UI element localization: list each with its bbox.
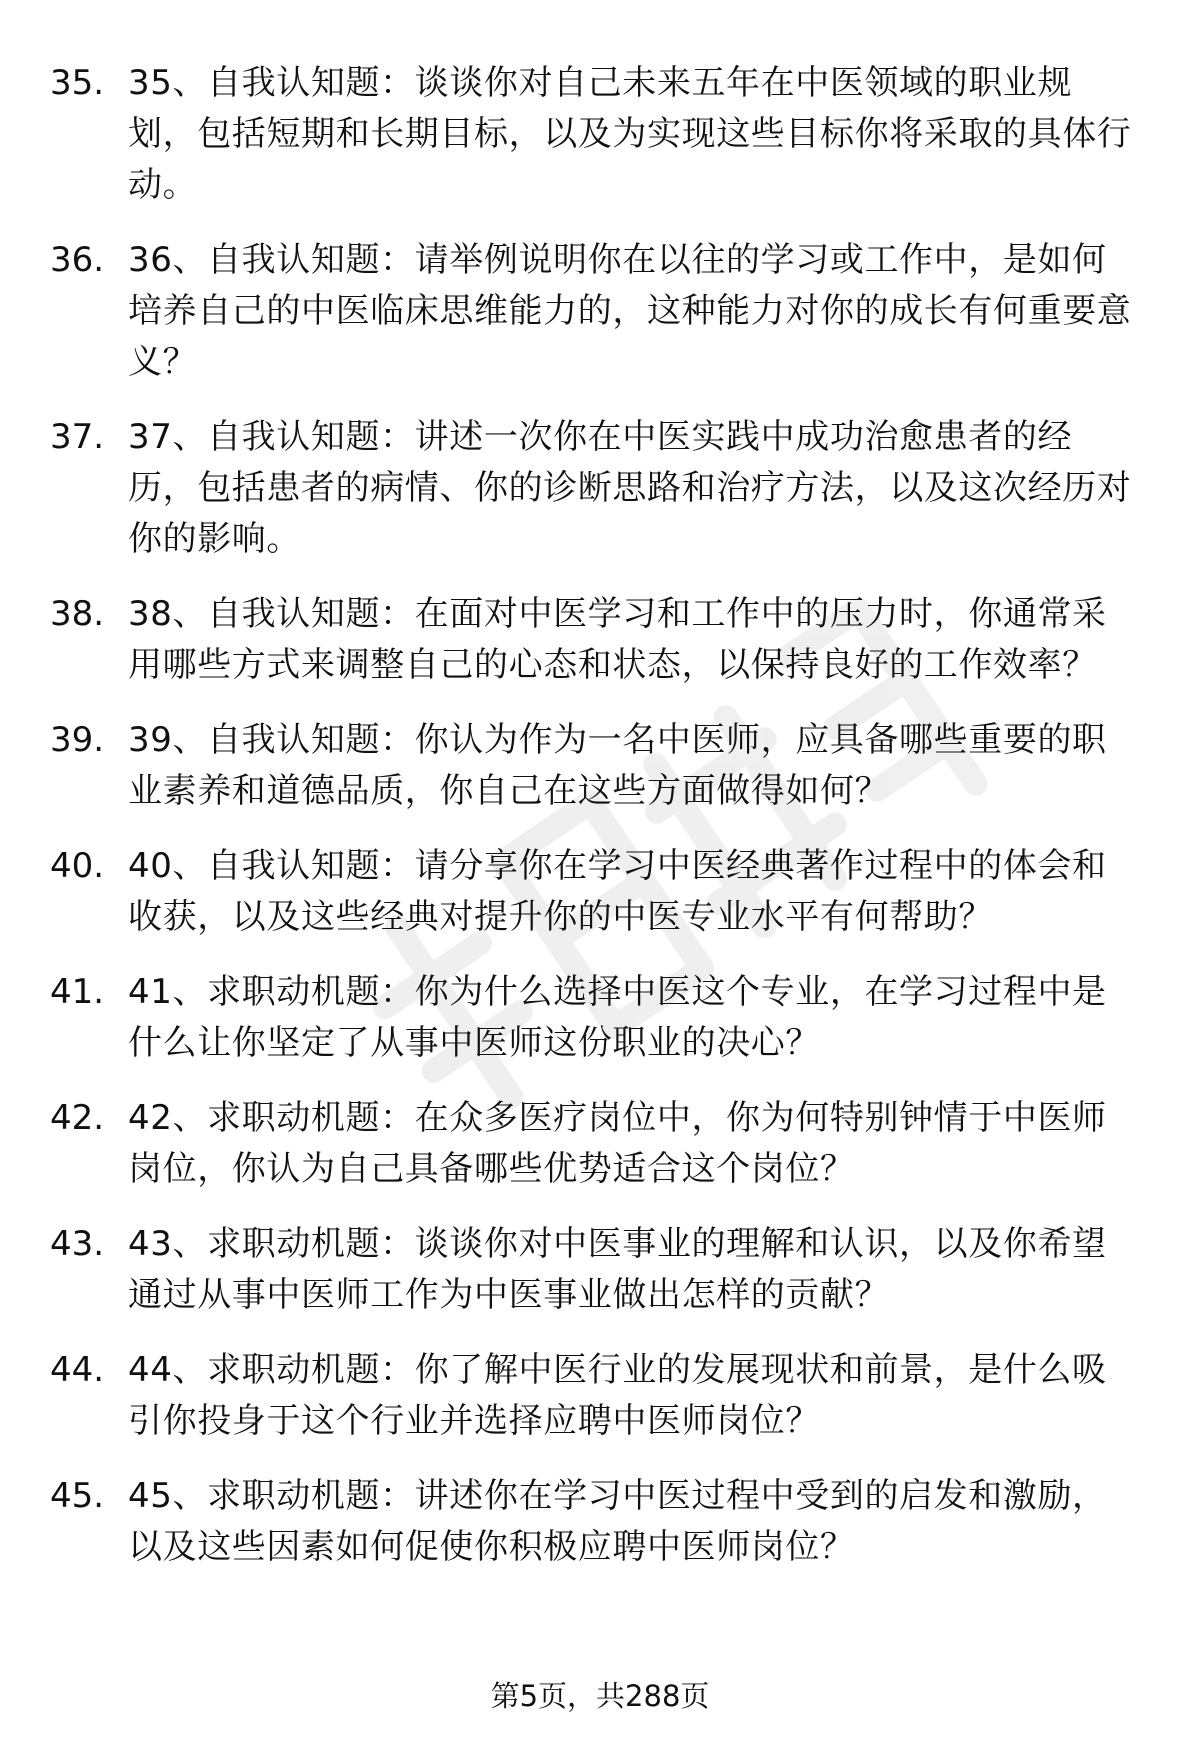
- question-number: 37.: [50, 417, 105, 457]
- question-text: 43、求职动机题：谈谈你对中医事业的理解和认识，以及你希望通过从事中医师工作为中医事业做出怎样的贡献？: [128, 1224, 1107, 1315]
- question-item: [0, 589, 1200, 691]
- question-number: 40.: [50, 846, 105, 886]
- question-number: 36.: [50, 240, 105, 280]
- question-text: 42、求职动机题：在众多医疗岗位中，你为何特别钟情于中医师岗位，你认为自己具备哪些优势适合这个岗位？: [128, 1098, 1107, 1189]
- question-list: [0, 58, 1200, 1597]
- question-item: [0, 58, 1200, 211]
- page-footer: 第5页，共288页: [490, 1679, 710, 1713]
- question-text: 37、自我认知题：讲述一次你在中医实践中成功治愈患者的经历，包括患者的病情、你的诊断思路和治疗方法，以及这次经历对你的影响。: [128, 417, 1132, 559]
- question-number: 38.: [50, 594, 105, 634]
- question-item: [0, 235, 1200, 388]
- question-text: 44、求职动机题：你了解中医行业的发展现状和前景，是什么吸引你投身于这个行业并选择应聘中医师岗位？: [128, 1350, 1107, 1441]
- question-item: [0, 1345, 1200, 1447]
- question-text: 35、自我认知题：谈谈你对自己未来五年在中医领域的职业规划，包括短期和长期目标，以及为实现这些目标你将采取的具体行动。: [128, 63, 1132, 205]
- question-item: [0, 715, 1200, 817]
- question-item: [0, 967, 1200, 1069]
- question-item: [0, 1471, 1200, 1573]
- question-number: 43.: [50, 1224, 105, 1264]
- question-text: 40、自我认知题：请分享你在学习中医经典著作过程中的体会和收获，以及这些经典对提升你的中医专业水平有何帮助？: [128, 846, 1107, 937]
- question-text: 39、自我认知题：你认为作为一名中医师，应具备哪些重要的职业素养和道德品质，你自己在这些方面做得如何？: [128, 720, 1107, 811]
- question-number: 45.: [50, 1476, 105, 1516]
- question-text: 36、自我认知题：请举例说明你在以往的学习或工作中，是如何培养自己的中医临床思维能力的，这种能力对你的成长有何重要意义？: [128, 240, 1132, 382]
- question-text: 38、自我认知题：在面对中医学习和工作中的压力时，你通常采用哪些方式来调整自己的心态和状态，以保持良好的工作效率？: [128, 594, 1107, 685]
- question-text: 41、求职动机题：你为什么选择中医这个专业，在学习过程中是什么让你坚定了从事中医师这份职业的决心？: [128, 972, 1107, 1063]
- question-number: 42.: [50, 1098, 105, 1138]
- question-number: 41.: [50, 972, 105, 1012]
- question-text: 45、求职动机题：讲述你在学习中医过程中受到的启发和激励，以及这些因素如何促使你积极应聘中医师岗位？: [128, 1476, 1107, 1567]
- question-number: 35.: [50, 63, 105, 103]
- question-number: 39.: [50, 720, 105, 760]
- question-number: 44.: [50, 1350, 105, 1390]
- question-item: [0, 412, 1200, 565]
- question-item: [0, 841, 1200, 943]
- question-item: [0, 1219, 1200, 1321]
- question-item: [0, 1093, 1200, 1195]
